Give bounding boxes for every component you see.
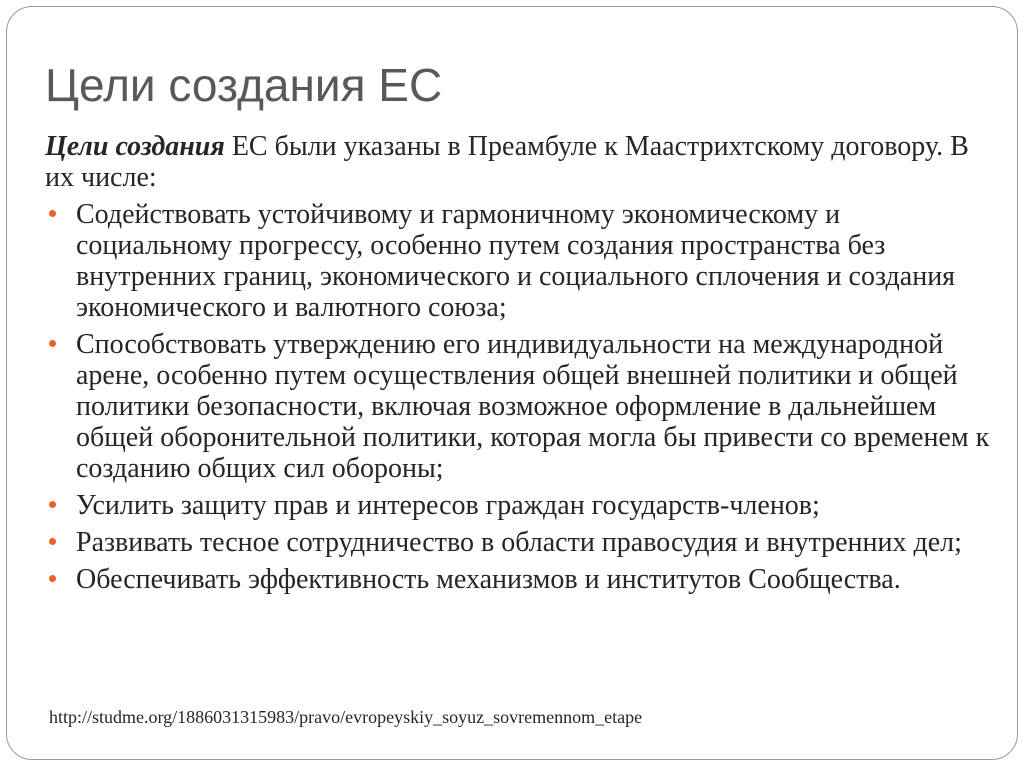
source-link[interactable]: http://studme.org/1886031315983/pravo/evropeyskiy_soyuz_sovremennom_etape	[49, 707, 643, 727]
bullet-icon	[49, 575, 56, 582]
bullet-icon	[49, 210, 56, 217]
goals-list	[45, 199, 995, 595]
goal-text: Усилить защиту прав и интересов граждан государств-членов;	[76, 490, 820, 521]
list-item	[45, 329, 995, 484]
list-item	[45, 564, 995, 595]
list-item	[45, 199, 995, 323]
list-item	[45, 490, 995, 521]
intro-emphasis: Цели создания	[45, 131, 225, 162]
bullet-icon	[49, 340, 56, 347]
slide-body	[45, 131, 995, 601]
list-item	[45, 527, 995, 558]
slide-title: Цели создания ЕС	[45, 59, 443, 111]
bullet-icon	[49, 501, 56, 508]
goal-text: Обеспечивать эффективность механизмов и институтов Сообщества.	[76, 564, 901, 595]
goal-text: Способствовать утверждению его индивидуальности на международной арене, особенно путем осуществления общей внешней политики и общей политики безопасности, включая возможное оформление в дальнейшем общей оборонительной политики, которая могла бы привести со временем к созданию общих сил обороны;	[76, 329, 990, 484]
slide-frame	[6, 6, 1018, 760]
goal-text: Развивать тесное сотрудничество в области правосудия и внутренних дел;	[76, 527, 962, 558]
goal-text: Содействовать устойчивому и гармоничному экономическому и социальному прогрессу, особенно путем создания пространства без внутренних границ, экономического и социального сплочения и создания экономического и валютного союза;	[76, 199, 956, 323]
intro-text: ЕС были указаны в Преамбуле к Маастрихтскому договору. В их числе:	[45, 131, 969, 193]
intro-paragraph	[45, 131, 995, 193]
bullet-icon	[49, 538, 56, 545]
